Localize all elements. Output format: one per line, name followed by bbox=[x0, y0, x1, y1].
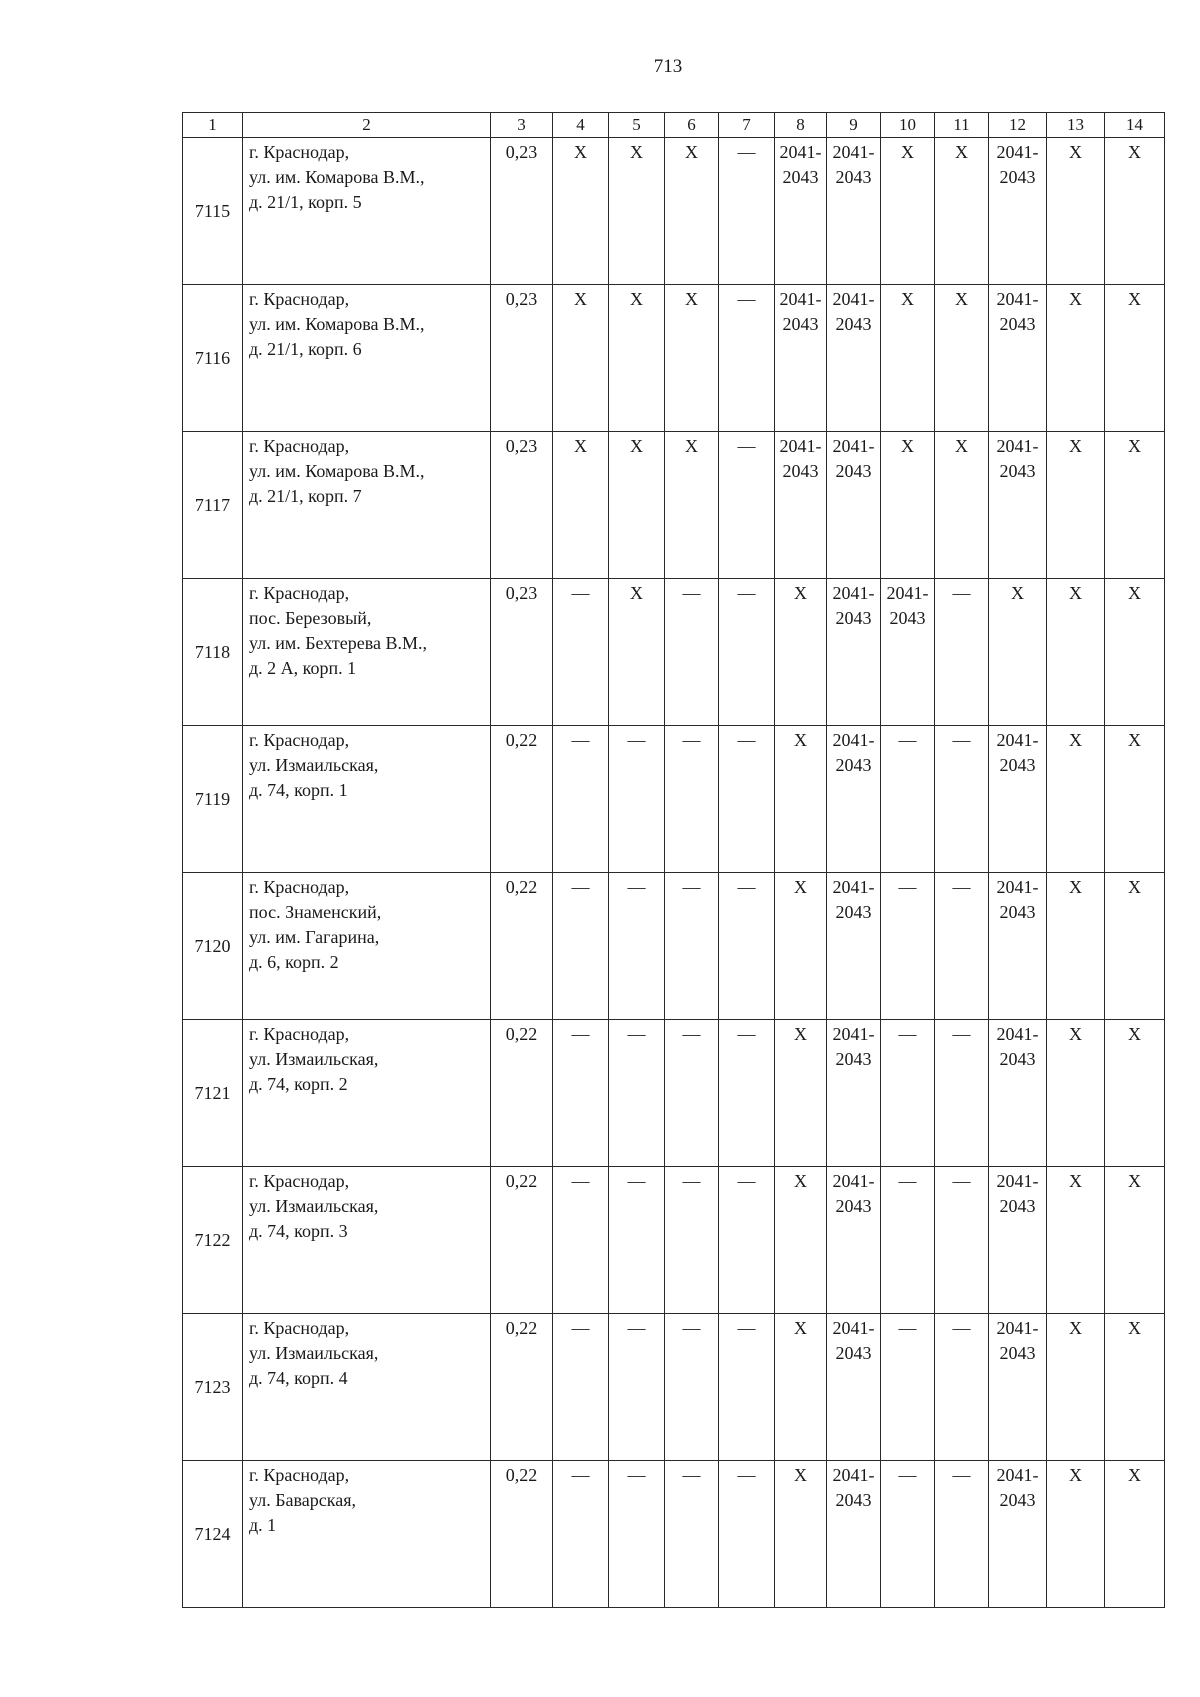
column-header-5: 5 bbox=[609, 113, 665, 138]
value-cell-col-5: — bbox=[609, 1461, 665, 1608]
value-cell-col-13: Х bbox=[1047, 1314, 1105, 1461]
value-cell-col-4: — bbox=[553, 1167, 609, 1314]
column-header-8: 8 bbox=[775, 113, 827, 138]
value-cell-col-8: Х bbox=[775, 1314, 827, 1461]
value-cell-col-14: Х bbox=[1105, 1167, 1165, 1314]
address-line: ул. Измаильская, bbox=[249, 1049, 379, 1069]
address-line: г. Краснодар, bbox=[249, 289, 350, 309]
value-cell-col-14: Х bbox=[1105, 873, 1165, 1020]
value-cell-col-5: — bbox=[609, 726, 665, 873]
value-cell-col-8: Х bbox=[775, 726, 827, 873]
row-number: 7124 bbox=[183, 1461, 243, 1608]
address-line: г. Краснодар, bbox=[249, 436, 350, 456]
value-cell-col-7: — bbox=[719, 1020, 775, 1167]
value-cell-col-14: Х bbox=[1105, 579, 1165, 726]
value-cell-col-6: — bbox=[665, 579, 719, 726]
address-line: д. 21/1, корп. 6 bbox=[249, 339, 362, 359]
value-cell-col-10: — bbox=[881, 1167, 935, 1314]
value-cell-col-13: Х bbox=[1047, 1461, 1105, 1608]
value-cell-col-7: — bbox=[719, 1461, 775, 1608]
value-cell-col-11: Х bbox=[935, 138, 989, 285]
address-cell bbox=[243, 726, 491, 873]
value-cell-col-6: — bbox=[665, 726, 719, 873]
address-line: г. Краснодар, bbox=[249, 583, 350, 603]
value-cell-col-8: 2041- 2043 bbox=[775, 285, 827, 432]
value-cell-col-3: 0,22 bbox=[491, 1461, 553, 1608]
value-cell-col-12: 2041- 2043 bbox=[989, 726, 1047, 873]
value-cell-col-12: Х bbox=[989, 579, 1047, 726]
address-cell bbox=[243, 1314, 491, 1461]
value-cell-col-14: Х bbox=[1105, 138, 1165, 285]
column-header-4: 4 bbox=[553, 113, 609, 138]
value-cell-col-5: Х bbox=[609, 138, 665, 285]
table-row bbox=[183, 1020, 1165, 1167]
value-cell-col-9: 2041- 2043 bbox=[827, 138, 881, 285]
address-line: г. Краснодар, bbox=[249, 142, 350, 162]
value-cell-col-13: Х bbox=[1047, 138, 1105, 285]
table-header bbox=[183, 113, 1165, 138]
value-cell-col-5: Х bbox=[609, 579, 665, 726]
value-cell-col-12: 2041- 2043 bbox=[989, 138, 1047, 285]
value-cell-col-11: — bbox=[935, 726, 989, 873]
address-cell bbox=[243, 1461, 491, 1608]
value-cell-col-5: — bbox=[609, 873, 665, 1020]
column-header-7: 7 bbox=[719, 113, 775, 138]
address-cell bbox=[243, 873, 491, 1020]
table-row bbox=[183, 579, 1165, 726]
table-row bbox=[183, 726, 1165, 873]
column-header-10: 10 bbox=[881, 113, 935, 138]
address-line: д. 21/1, корп. 5 bbox=[249, 192, 362, 212]
value-cell-col-13: Х bbox=[1047, 579, 1105, 726]
value-cell-col-14: Х bbox=[1105, 1314, 1165, 1461]
address-line: г. Краснодар, bbox=[249, 1318, 350, 1338]
value-cell-col-6: — bbox=[665, 1314, 719, 1461]
value-cell-col-3: 0,22 bbox=[491, 1314, 553, 1461]
header-row bbox=[183, 113, 1165, 138]
value-cell-col-10: — bbox=[881, 1020, 935, 1167]
value-cell-col-10: Х bbox=[881, 138, 935, 285]
value-cell-col-6: — bbox=[665, 873, 719, 1020]
value-cell-col-7: — bbox=[719, 579, 775, 726]
value-cell-col-14: Х bbox=[1105, 1461, 1165, 1608]
value-cell-col-10: 2041- 2043 bbox=[881, 579, 935, 726]
row-number: 7123 bbox=[183, 1314, 243, 1461]
value-cell-col-6: Х bbox=[665, 432, 719, 579]
value-cell-col-10: — bbox=[881, 1314, 935, 1461]
value-cell-col-11: Х bbox=[935, 432, 989, 579]
value-cell-col-6: — bbox=[665, 1461, 719, 1608]
value-cell-col-14: Х bbox=[1105, 726, 1165, 873]
table-row bbox=[183, 1461, 1165, 1608]
column-header-1: 1 bbox=[183, 113, 243, 138]
value-cell-col-11: — bbox=[935, 1461, 989, 1608]
value-cell-col-3: 0,23 bbox=[491, 285, 553, 432]
value-cell-col-4: — bbox=[553, 726, 609, 873]
value-cell-col-13: Х bbox=[1047, 726, 1105, 873]
value-cell-col-3: 0,23 bbox=[491, 579, 553, 726]
value-cell-col-3: 0,23 bbox=[491, 138, 553, 285]
address-line: пос. Березовый, bbox=[249, 608, 372, 628]
address-cell bbox=[243, 285, 491, 432]
column-header-3: 3 bbox=[491, 113, 553, 138]
value-cell-col-3: 0,22 bbox=[491, 1020, 553, 1167]
table-row bbox=[183, 285, 1165, 432]
column-header-13: 13 bbox=[1047, 113, 1105, 138]
page-number: 713 bbox=[653, 56, 683, 77]
row-number: 7122 bbox=[183, 1167, 243, 1314]
value-cell-col-14: Х bbox=[1105, 432, 1165, 579]
value-cell-col-5: — bbox=[609, 1314, 665, 1461]
value-cell-col-12: 2041- 2043 bbox=[989, 1167, 1047, 1314]
address-cell bbox=[243, 138, 491, 285]
value-cell-col-13: Х bbox=[1047, 285, 1105, 432]
value-cell-col-9: 2041- 2043 bbox=[827, 1167, 881, 1314]
table-body bbox=[183, 138, 1165, 1608]
value-cell-col-10: Х bbox=[881, 285, 935, 432]
value-cell-col-7: — bbox=[719, 726, 775, 873]
address-cell bbox=[243, 1167, 491, 1314]
value-cell-col-14: Х bbox=[1105, 285, 1165, 432]
address-line: г. Краснодар, bbox=[249, 1024, 350, 1044]
value-cell-col-10: — bbox=[881, 1461, 935, 1608]
value-cell-col-13: Х bbox=[1047, 1020, 1105, 1167]
table-row bbox=[183, 1167, 1165, 1314]
row-number: 7120 bbox=[183, 873, 243, 1020]
value-cell-col-9: 2041- 2043 bbox=[827, 873, 881, 1020]
value-cell-col-9: 2041- 2043 bbox=[827, 1314, 881, 1461]
column-header-9: 9 bbox=[827, 113, 881, 138]
value-cell-col-8: Х bbox=[775, 1167, 827, 1314]
address-cell bbox=[243, 1020, 491, 1167]
value-cell-col-12: 2041- 2043 bbox=[989, 285, 1047, 432]
value-cell-col-9: 2041- 2043 bbox=[827, 1020, 881, 1167]
address-line: д. 74, корп. 1 bbox=[249, 780, 348, 800]
value-cell-col-12: 2041- 2043 bbox=[989, 1020, 1047, 1167]
value-cell-col-9: 2041- 2043 bbox=[827, 285, 881, 432]
value-cell-col-9: 2041- 2043 bbox=[827, 432, 881, 579]
value-cell-col-4: — bbox=[553, 1020, 609, 1167]
value-cell-col-5: — bbox=[609, 1167, 665, 1314]
address-line: д. 1 bbox=[249, 1515, 277, 1535]
value-cell-col-11: — bbox=[935, 1020, 989, 1167]
value-cell-col-9: 2041- 2043 bbox=[827, 1461, 881, 1608]
value-cell-col-7: — bbox=[719, 285, 775, 432]
value-cell-col-3: 0,22 bbox=[491, 873, 553, 1020]
value-cell-col-10: — bbox=[881, 726, 935, 873]
value-cell-col-11: Х bbox=[935, 285, 989, 432]
address-line: ул. Измаильская, bbox=[249, 1343, 379, 1363]
value-cell-col-14: Х bbox=[1105, 1020, 1165, 1167]
value-cell-col-9: 2041- 2043 bbox=[827, 579, 881, 726]
value-cell-col-8: Х bbox=[775, 1461, 827, 1608]
table-row bbox=[183, 1314, 1165, 1461]
address-line: д. 74, корп. 2 bbox=[249, 1074, 348, 1094]
value-cell-col-12: 2041- 2043 bbox=[989, 1314, 1047, 1461]
value-cell-col-7: — bbox=[719, 1167, 775, 1314]
value-cell-col-4: — bbox=[553, 579, 609, 726]
value-cell-col-13: Х bbox=[1047, 873, 1105, 1020]
value-cell-col-11: — bbox=[935, 1167, 989, 1314]
column-header-14: 14 bbox=[1105, 113, 1165, 138]
value-cell-col-6: — bbox=[665, 1020, 719, 1167]
value-cell-col-4: Х bbox=[553, 432, 609, 579]
address-line: ул. им. Комарова В.М., bbox=[249, 167, 425, 187]
address-line: пос. Знаменский, bbox=[249, 902, 382, 922]
value-cell-col-13: Х bbox=[1047, 1167, 1105, 1314]
address-cell bbox=[243, 432, 491, 579]
value-cell-col-5: — bbox=[609, 1020, 665, 1167]
value-cell-col-9: 2041- 2043 bbox=[827, 726, 881, 873]
row-number: 7116 bbox=[183, 285, 243, 432]
value-cell-col-3: 0,22 bbox=[491, 726, 553, 873]
value-cell-col-7: — bbox=[719, 432, 775, 579]
value-cell-col-6: — bbox=[665, 1167, 719, 1314]
value-cell-col-7: — bbox=[719, 138, 775, 285]
value-cell-col-8: Х bbox=[775, 1020, 827, 1167]
address-line: г. Краснодар, bbox=[249, 1171, 350, 1191]
value-cell-col-5: Х bbox=[609, 285, 665, 432]
address-line: д. 2 А, корп. 1 bbox=[249, 658, 357, 678]
address-line: ул. им. Комарова В.М., bbox=[249, 314, 425, 334]
row-number: 7117 bbox=[183, 432, 243, 579]
value-cell-col-8: Х bbox=[775, 579, 827, 726]
address-line: ул. им. Гагарина, bbox=[249, 927, 380, 947]
value-cell-col-8: 2041- 2043 bbox=[775, 432, 827, 579]
value-cell-col-13: Х bbox=[1047, 432, 1105, 579]
value-cell-col-5: Х bbox=[609, 432, 665, 579]
value-cell-col-8: 2041- 2043 bbox=[775, 138, 827, 285]
address-line: ул. Измаильская, bbox=[249, 1196, 379, 1216]
value-cell-col-12: 2041- 2043 bbox=[989, 873, 1047, 1020]
value-cell-col-12: 2041- 2043 bbox=[989, 1461, 1047, 1608]
address-line: г. Краснодар, bbox=[249, 877, 350, 897]
column-header-12: 12 bbox=[989, 113, 1047, 138]
value-cell-col-11: — bbox=[935, 1314, 989, 1461]
row-number: 7119 bbox=[183, 726, 243, 873]
address-line: ул. им. Комарова В.М., bbox=[249, 461, 425, 481]
address-line: г. Краснодар, bbox=[249, 730, 350, 750]
value-cell-col-7: — bbox=[719, 873, 775, 1020]
value-cell-col-12: 2041- 2043 bbox=[989, 432, 1047, 579]
address-line: д. 74, корп. 4 bbox=[249, 1368, 348, 1388]
address-cell bbox=[243, 579, 491, 726]
value-cell-col-6: Х bbox=[665, 138, 719, 285]
value-cell-col-6: Х bbox=[665, 285, 719, 432]
value-cell-col-3: 0,23 bbox=[491, 432, 553, 579]
value-cell-col-7: — bbox=[719, 1314, 775, 1461]
value-cell-col-10: Х bbox=[881, 432, 935, 579]
value-cell-col-11: — bbox=[935, 579, 989, 726]
row-number: 7121 bbox=[183, 1020, 243, 1167]
table-row bbox=[183, 432, 1165, 579]
address-line: ул. Баварская, bbox=[249, 1490, 356, 1510]
value-cell-col-4: — bbox=[553, 1314, 609, 1461]
address-line: ул. Измаильская, bbox=[249, 755, 379, 775]
address-line: д. 21/1, корп. 7 bbox=[249, 486, 362, 506]
value-cell-col-3: 0,22 bbox=[491, 1167, 553, 1314]
register-table bbox=[182, 112, 1165, 1608]
value-cell-col-4: Х bbox=[553, 138, 609, 285]
address-line: г. Краснодар, bbox=[249, 1465, 350, 1485]
row-number: 7118 bbox=[183, 579, 243, 726]
value-cell-col-4: — bbox=[553, 873, 609, 1020]
value-cell-col-4: — bbox=[553, 1461, 609, 1608]
value-cell-col-8: Х bbox=[775, 873, 827, 1020]
table-row bbox=[183, 873, 1165, 1020]
column-header-2: 2 bbox=[243, 113, 491, 138]
column-header-11: 11 bbox=[935, 113, 989, 138]
address-line: ул. им. Бехтерева В.М., bbox=[249, 633, 427, 653]
column-header-6: 6 bbox=[665, 113, 719, 138]
address-line: д. 6, корп. 2 bbox=[249, 952, 339, 972]
value-cell-col-4: Х bbox=[553, 285, 609, 432]
value-cell-col-11: — bbox=[935, 873, 989, 1020]
table-row bbox=[183, 138, 1165, 285]
value-cell-col-10: — bbox=[881, 873, 935, 1020]
row-number: 7115 bbox=[183, 138, 243, 285]
address-line: д. 74, корп. 3 bbox=[249, 1221, 348, 1241]
